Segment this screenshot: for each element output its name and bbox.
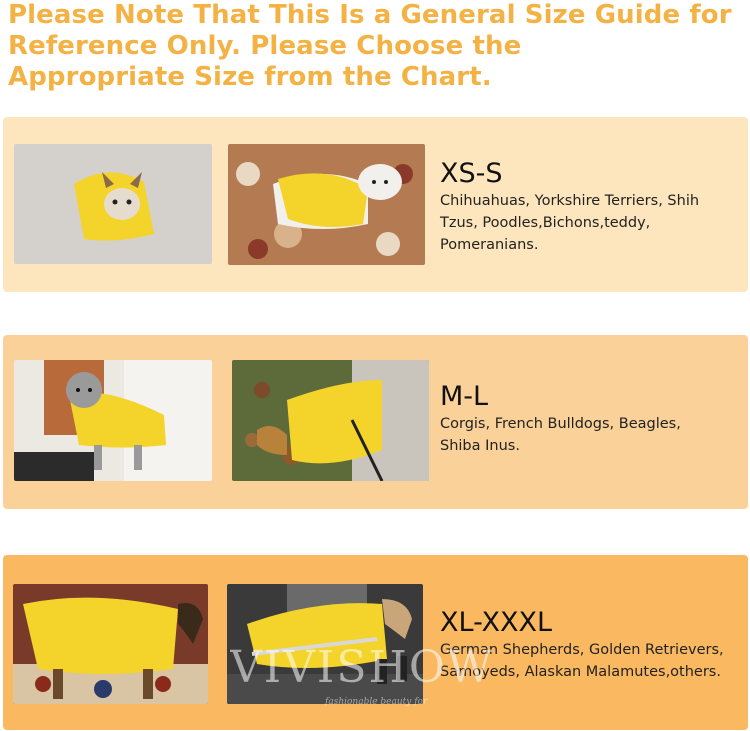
breed-line: Shiba Inus. xyxy=(440,438,520,454)
svg-text:VIVISHOW: VIVISHOW xyxy=(230,642,495,693)
medium-dog-yellow-raincoat-outdoor-photo xyxy=(232,360,429,481)
breed-line: Samoyeds, Alaskan Malamutes,others. xyxy=(440,664,721,680)
breed-line: Chihuahuas, Yorkshire Terriers, Shih xyxy=(440,193,700,209)
breed-list-m-l xyxy=(440,413,681,457)
medium-dog-yellow-raincoat-indoor-photo xyxy=(14,360,212,481)
size-title-m-l: M-L xyxy=(440,381,489,412)
size-title-xl-xxxl: XL-XXXL xyxy=(440,607,552,638)
breed-line: Tzus, Poodles,Bichons,teddy, xyxy=(440,215,651,231)
size-title-xs-s: XS-S xyxy=(440,158,503,189)
breed-line: Corgis, French Bulldogs, Beagles, xyxy=(440,416,681,432)
small-dog-yellow-raincoat-photo xyxy=(14,144,212,264)
note-line-2: Reference Only. Please Choose the xyxy=(8,31,522,61)
note-line-1: Please Note That This Is a General Size Guide for xyxy=(8,0,732,30)
note-line-3: Appropriate Size from the Chart. xyxy=(8,62,492,92)
breed-line: German Shepherds, Golden Retrievers, xyxy=(440,642,724,658)
poodle-yellow-raincoat-on-sofa-photo xyxy=(228,144,425,265)
breed-list-xs-s xyxy=(440,190,699,256)
breed-line: Pomeranians. xyxy=(440,237,539,253)
large-dog-yellow-raincoat-on-rug-photo xyxy=(13,584,208,704)
large-dog-yellow-raincoat-reflective-photo xyxy=(227,584,423,704)
breed-list-xl-xxxl xyxy=(440,639,724,683)
svg-text:fashionable beauty for: fashionable beauty for xyxy=(325,697,428,707)
size-guide-note xyxy=(8,0,748,93)
